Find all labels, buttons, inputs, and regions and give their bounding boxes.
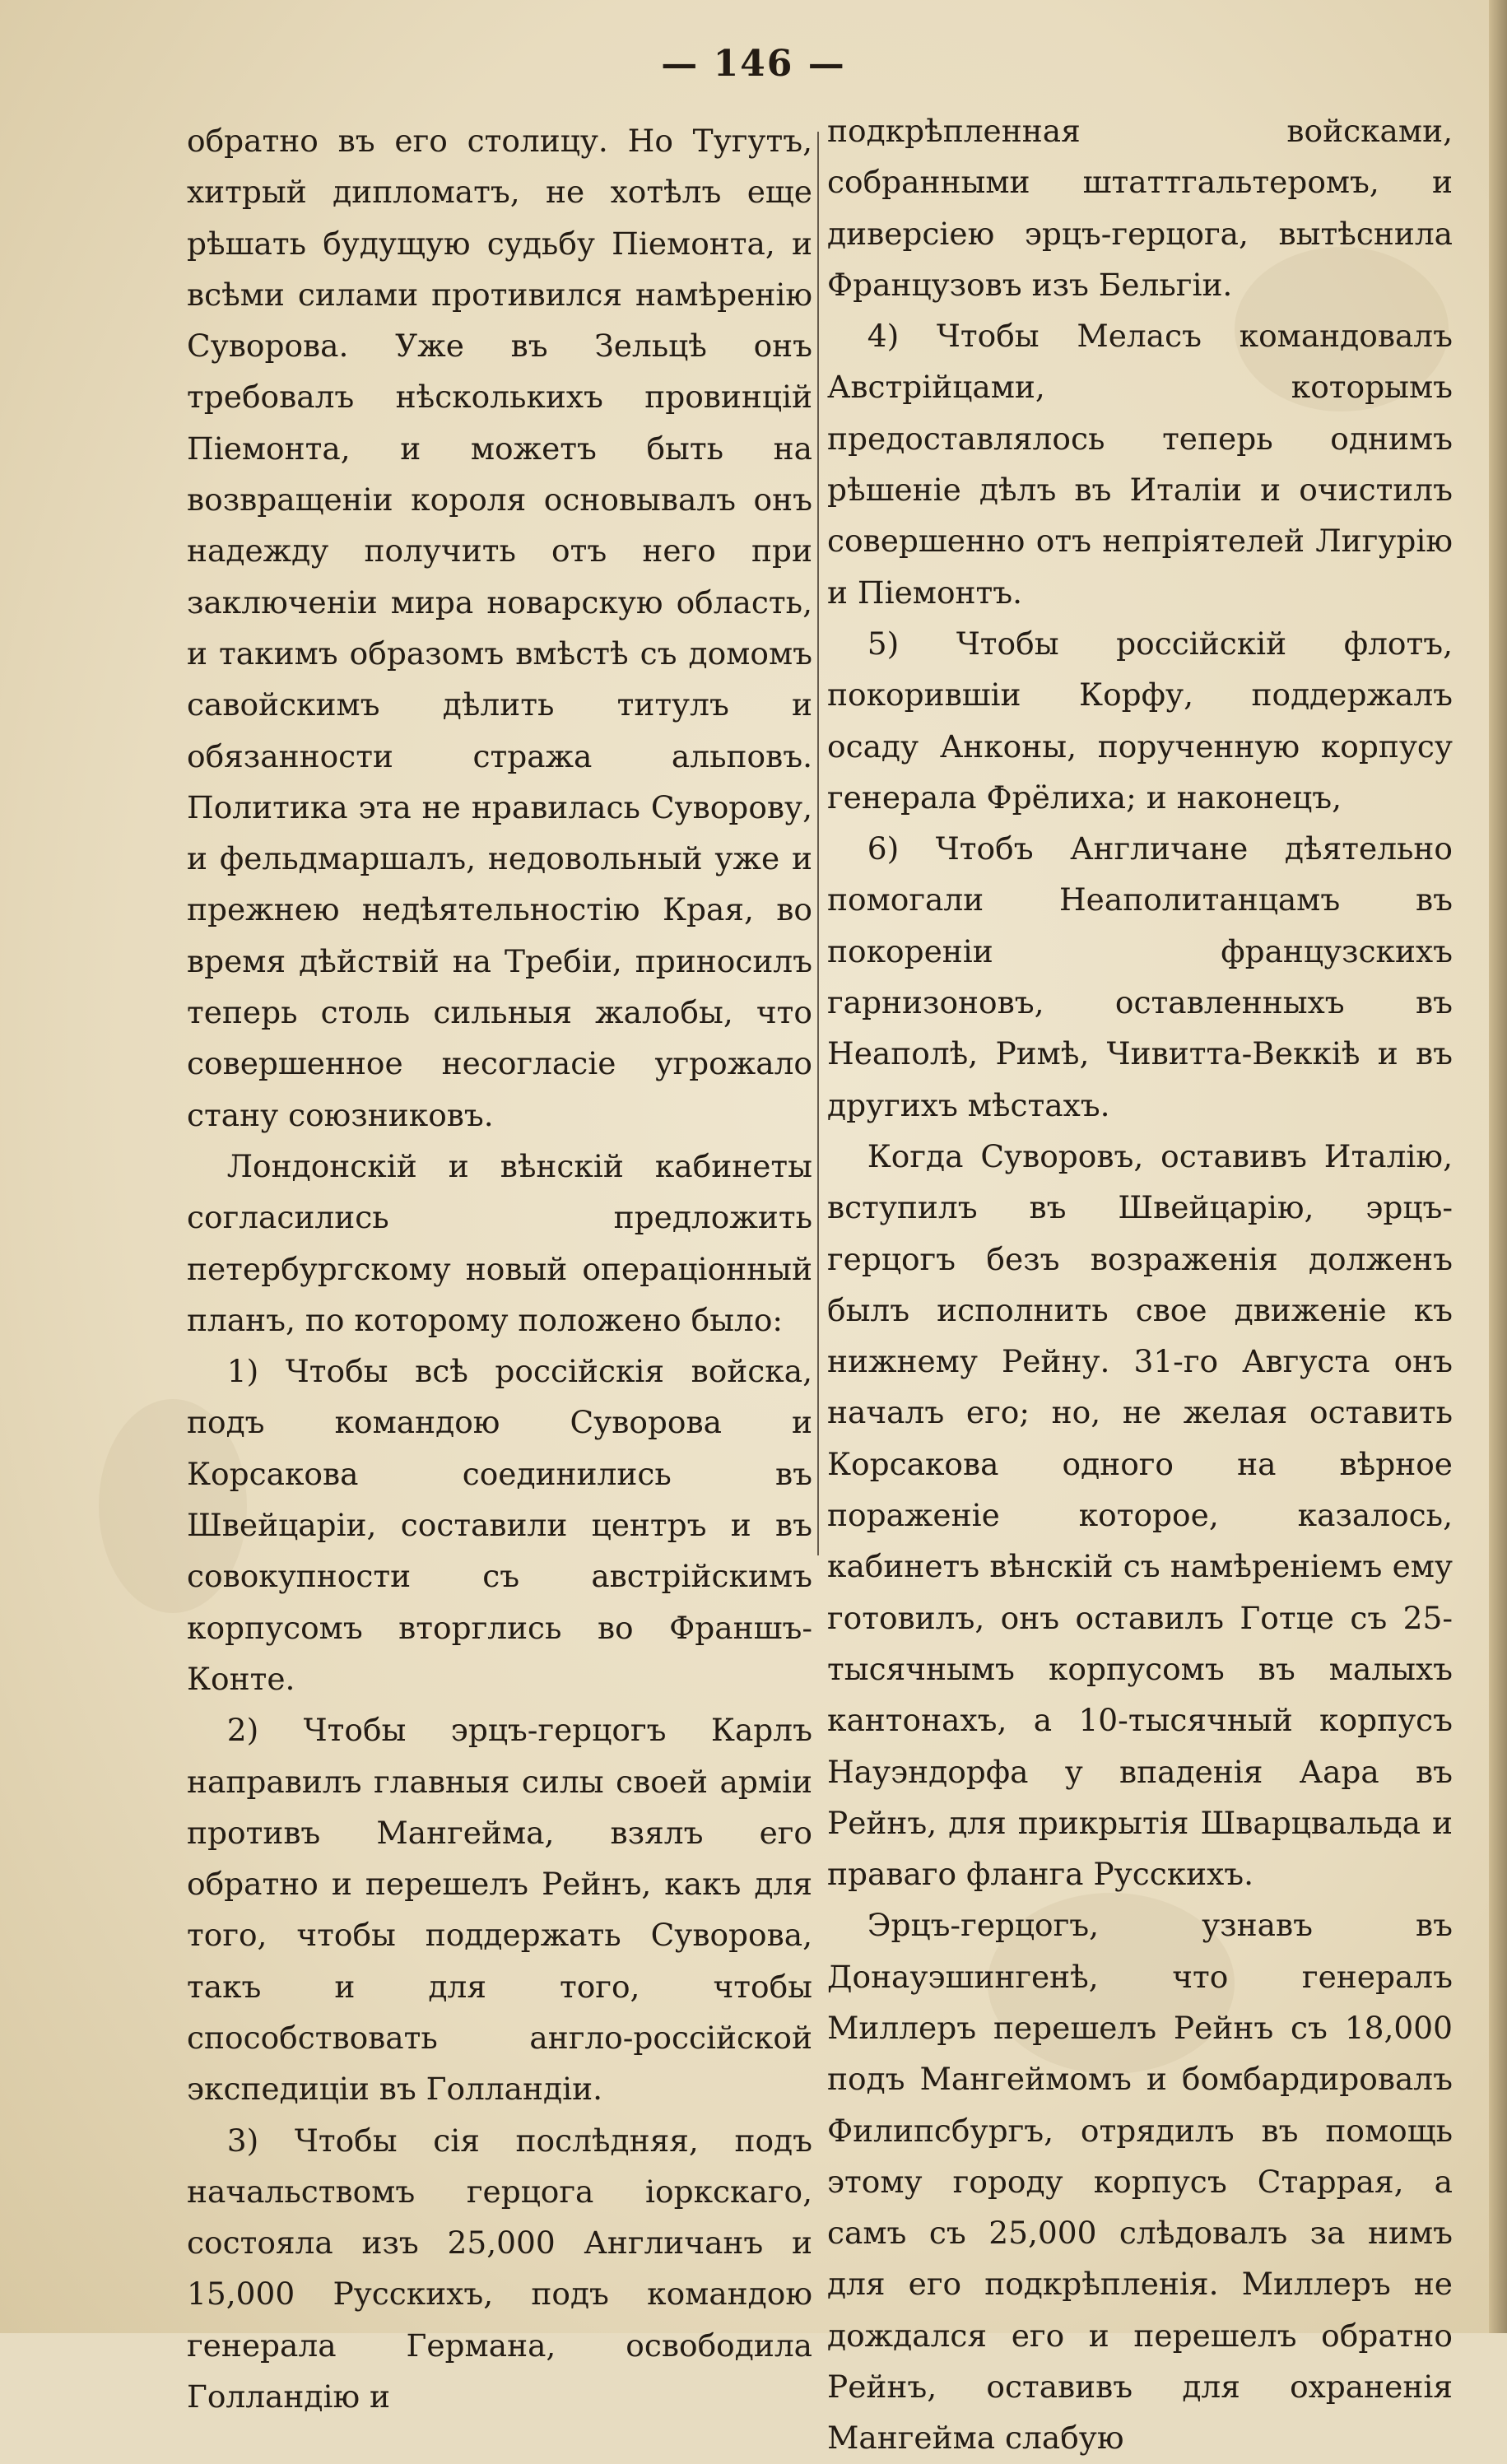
list-item: 3) Чтобы сія послѣдняя, подъ начальствомъ герцога іоркскаго, состояла изъ 25,000 Англичанъ и 15,000 Русскихъ, подъ командою генерала Германа, освободила Голландію и xyxy=(187,2122,812,2415)
paragraph: Когда Суворовъ, оставивъ Италію, вступилъ въ Швейцарію, эрцъ-герцогъ безъ возраженія долженъ былъ исполнить свое движеніе къ нижнему Рейну. 31-го Августа онъ началъ его; но, не желая оставить Корсакова одного на вѣрное пораженіе которое, казалось, кабинетъ вѣнскій съ намѣреніемъ ему готовилъ, онъ оставилъ Готце съ 25-тысячнымъ корпусомъ въ малыхъ кантонахъ, а 10-тысячный корпусъ Науэндорфа у впаденія Аара въ Рейнъ, для прикрытія Шварцвальда и праваго фланга Русскихъ. xyxy=(827,1137,1453,1893)
list-item: 2) Чтобы эрцъ-герцогъ Карлъ направилъ главныя силы своей арміи противъ Мангейма, взялъ его обратно и перешелъ Рейнъ, какъ для того, чтобы поддержать Суворова, такъ и для того, чтобы способствовать англо-россійской экспедиціи въ Голландіи. xyxy=(187,1712,812,2108)
list-item: 4) Чтобы Меласъ командовалъ Австрійцами, которымъ предоставлялось теперь однимъ рѣшеніе дѣлъ въ Италіи и очистилъ совершенно отъ непріятелей Лигурію и Піемонтъ. xyxy=(827,318,1453,611)
left-column xyxy=(187,115,812,2415)
paragraph-continued: обратно въ его столицу. Но Тугутъ, хитрый дипломатъ, не хотѣлъ еще рѣшать будущую судьбу Піемонта, и всѣми силами противился намѣренію Суворова. Уже въ Зельцѣ онъ требовалъ нѣсколькихъ провинцій Піемонта, и можетъ быть на возвращеніи короля основывалъ онъ надежду получить отъ него при заключеніи мира новарскую область, и такимъ образомъ вмѣстѣ съ домомъ савойскимъ дѣлить титулъ и обязанности стража альповъ. Политика эта не нравилась Суворову, и фельдмаршалъ, недовольный уже и прежнею недѣятельностію Края, во время дѣйствій на Требіи, приносилъ теперь столь сильныя жалобы, что совершенное несогласіе угрожало стану союзниковъ. xyxy=(187,123,812,1133)
paragraph-continued: подкрѣпленная войсками, собранными штаттгальтеромъ, и диверсіею эрцъ-герцога, вытѣснила Французовъ изъ Бельгіи. xyxy=(827,113,1453,303)
paragraph: Эрцъ-герцогъ, узнавъ въ Донауэшингенѣ, что генералъ Миллеръ перешелъ Рейнъ съ 18,000 подъ Мангеймомъ и бомбардировалъ Филипсбургъ, отрядилъ въ помощь этому городу корпусъ Старрая, а самъ съ 25,000 слѣдовалъ за нимъ для его подкрѣпленія. Миллеръ не дождался его и перешелъ обратно Рейнъ, оставивъ для охраненія Мангейма слабую xyxy=(827,1907,1453,2457)
paragraph: Лондонскій и вѣнскій кабинеты согласились предложить петербургскому новый операціонный планъ, по которому положено было: xyxy=(187,1147,812,1338)
list-item: 1) Чтобы всѣ россійскія войска, подъ командою Суворова и Корсакова соединились въ Швейцаріи, составили центръ и въ совокупности съ австрійскимъ корпусомъ вторглись во Франшъ-Конте. xyxy=(187,1353,812,1697)
page-number: — 146 — xyxy=(661,43,846,85)
list-item: 6) Чтобъ Англичане дѣятельно помогали Неаполитанцамъ въ покореніи французскихъ гарнизоновъ, оставленныхъ въ Неаполѣ, Римѣ, Чивитта-Веккіѣ и въ другихъ мѣстахъ. xyxy=(827,830,1453,1123)
column-divider xyxy=(817,132,819,1555)
list-item: 5) Чтобы россійскій флотъ, покорившіи Корфу, поддержалъ осаду Анконы, порученную корпусу генерала Фрёлиха; и наконецъ, xyxy=(827,625,1453,816)
page-edge-shadow xyxy=(1489,0,1507,2333)
right-column xyxy=(827,105,1453,2457)
